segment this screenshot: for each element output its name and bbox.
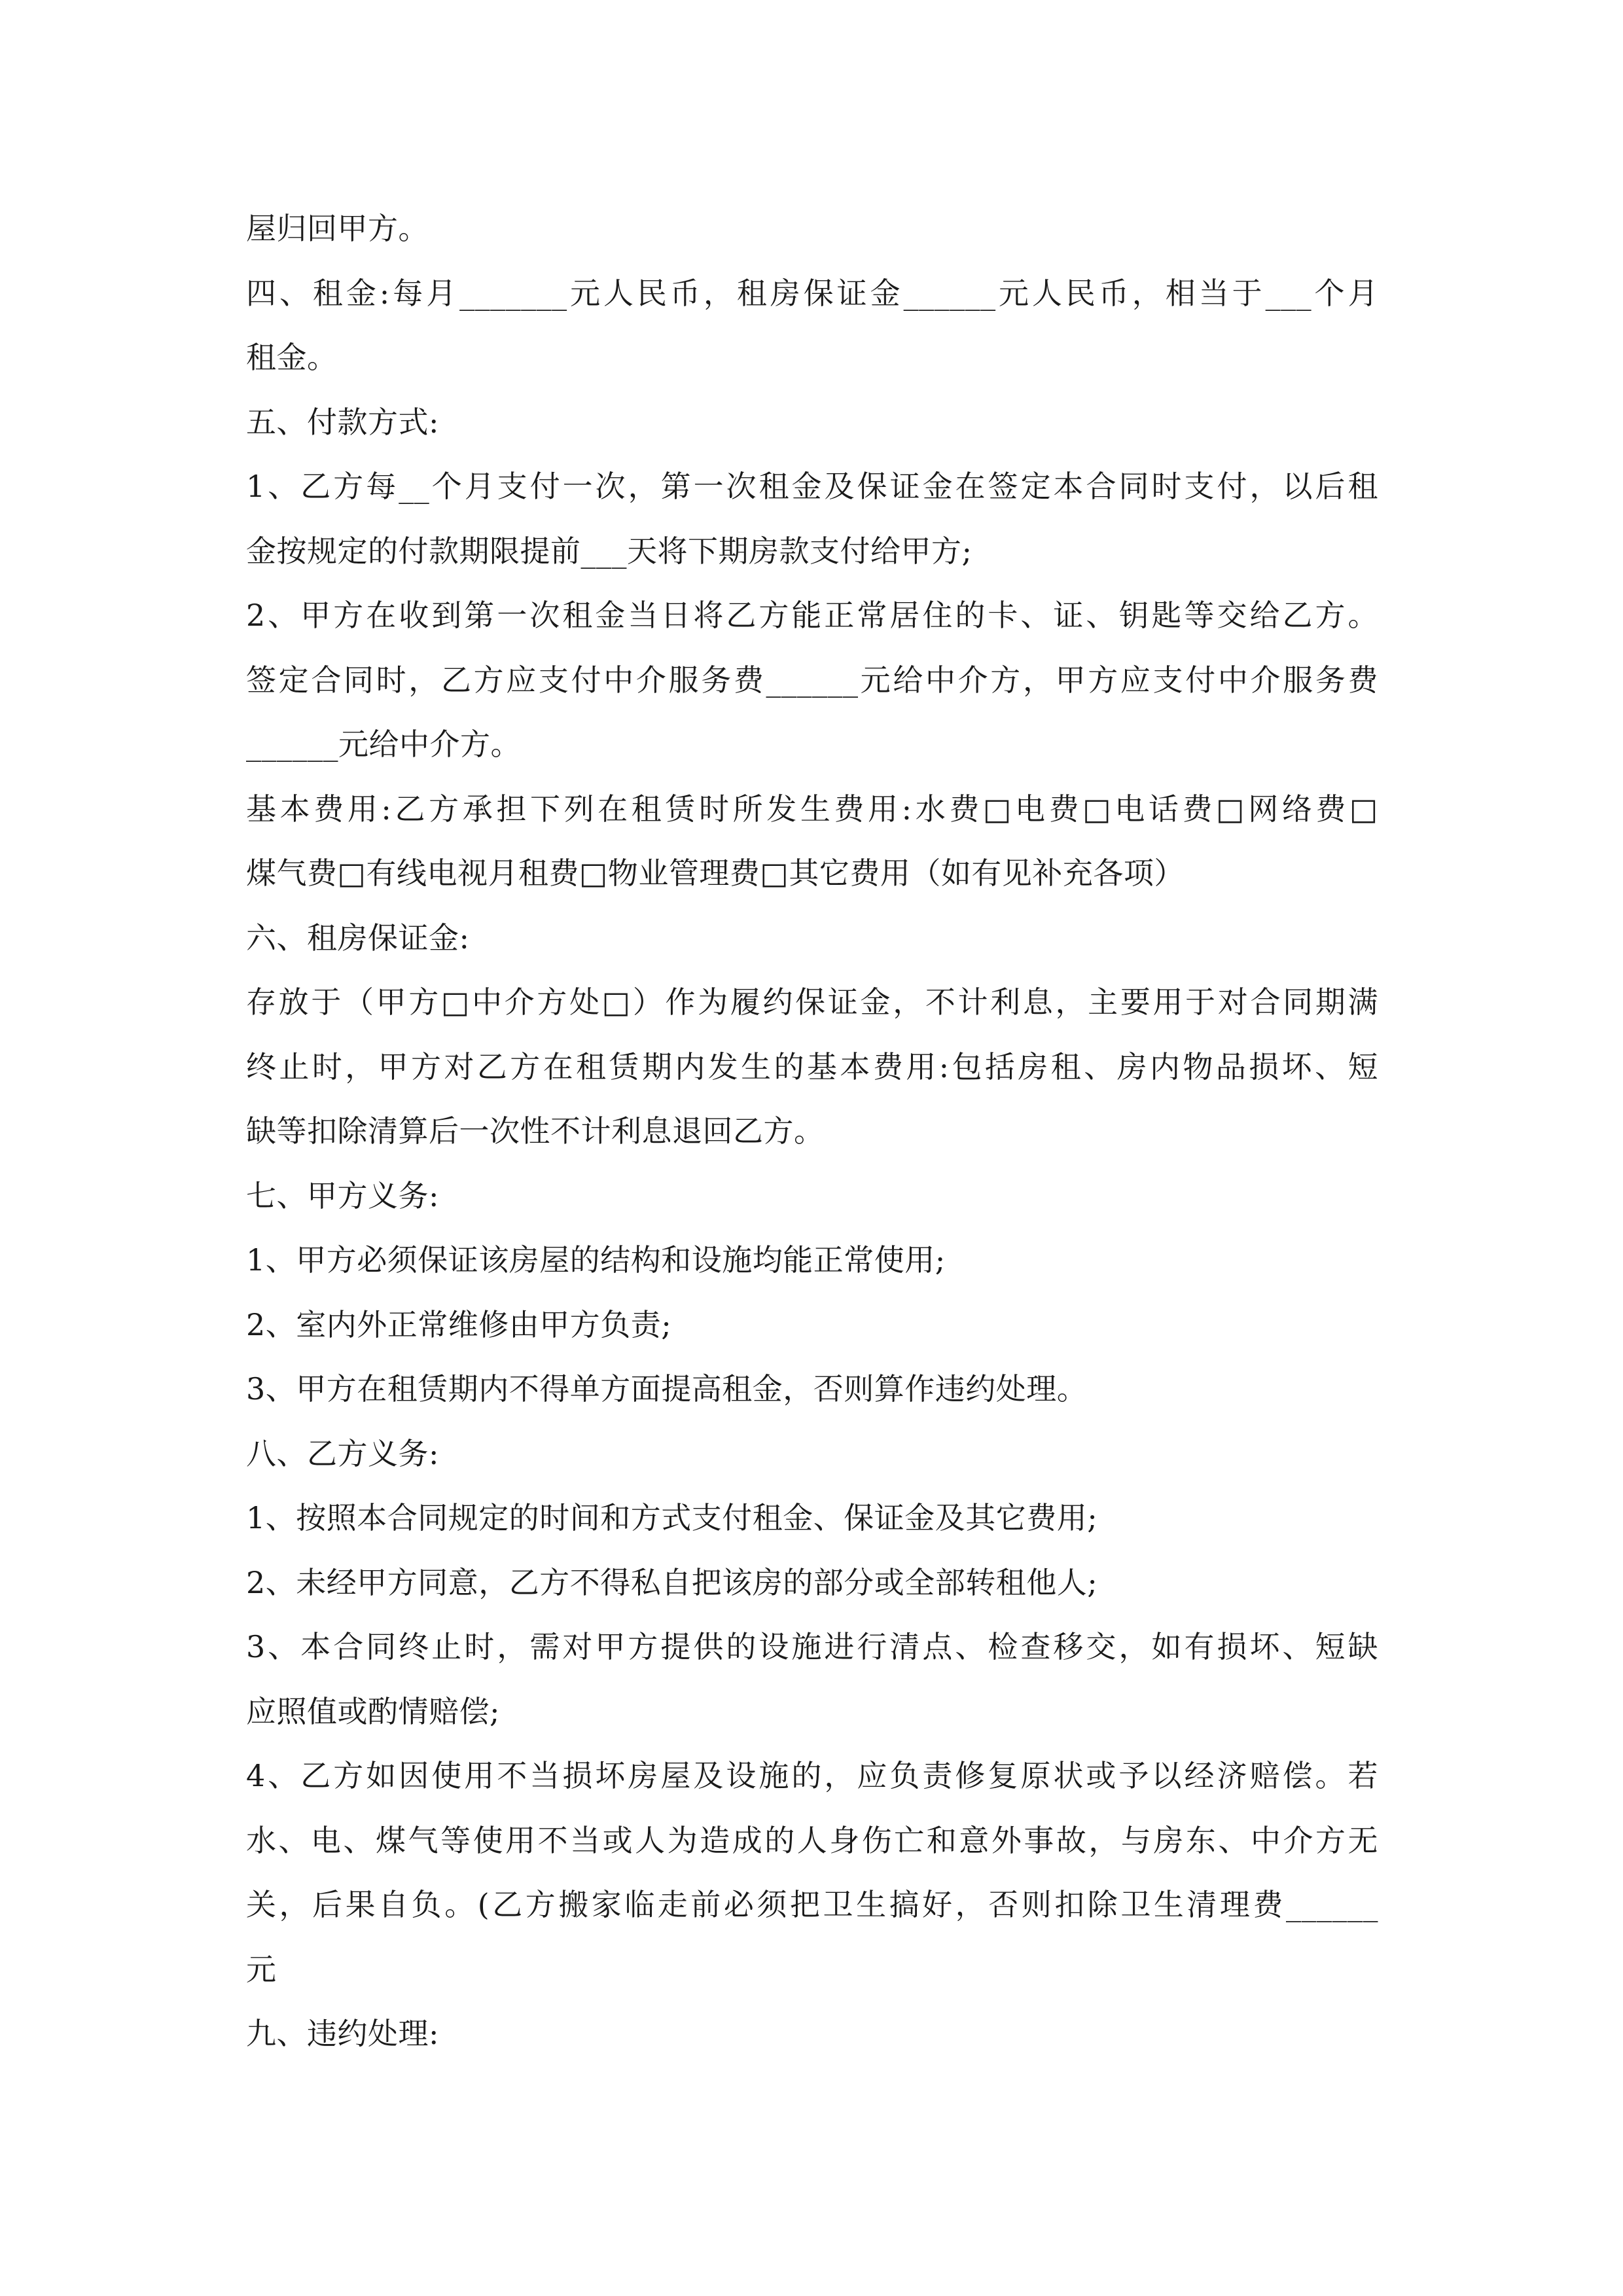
text-line: 应照值或酌情赔偿; [246,1693,500,1729]
text-line: 4、乙方如因使用不当损坏房屋及设施的，应负责修复原状或予以经济赔偿。若 [246,1758,1378,1793]
text-line: 租金。 [246,340,338,375]
section-heading: 五、付款方式: [246,404,439,440]
document-body [246,196,1378,2066]
text-line: 缺等扣除清算后一次性不计利息退回乙方。 [246,1113,825,1149]
text-line: 1、乙方每__个月支付一次，第一次租金及保证金在签定本合同时支付，以后租 [246,469,1378,504]
text-line: 关，后果自负。(乙方搬家临走前必须把卫生搞好，否则扣除卫生清理费______ [246,1887,1378,1922]
text-line: ______元给中介方。 [246,726,521,762]
text-line: 金按规定的付款期限提前___天将下期房款支付给甲方; [246,533,972,569]
text-line: 2、甲方在收到第一次租金当日将乙方能正常居住的卡、证、钥匙等交给乙方。 [246,598,1378,633]
section-heading: 七、甲方义务: [246,1177,439,1213]
text-line: 2、室内外正常维修由甲方负责; [246,1306,672,1342]
text-line: 四、租金:每月_______元人民币，租房保证金______元人民币，相当于___个月 [246,275,1378,311]
text-line: 3、甲方在租赁期内不得单方面提高租金，否则算作违约处理。 [246,1371,1088,1407]
text-line: 3、本合同终止时，需对甲方提供的设施进行清点、检查移交，如有损坏、短缺 [246,1629,1378,1664]
section-heading: 八、乙方义务: [246,1435,439,1471]
text-line: 屋归回甲方。 [246,211,429,246]
text-line: 存放于（甲方□中介方处□）作为履约保证金，不计利息，主要用于对合同期满 [246,984,1378,1020]
text-line: 1、按照本合同规定的时间和方式支付租金、保证金及其它费用; [246,1500,1098,1535]
section-heading: 九、违约处理: [246,2016,439,2051]
text-line: 2、未经甲方同意，乙方不得私自把该房的部分或全部转租他人; [246,1564,1098,1600]
text-line: 水、电、煤气等使用不当或人为造成的人身伤亡和意外事故，与房东、中介方无 [246,1822,1378,1858]
text-line: 基本费用:乙方承担下列在租赁时所发生费用:水费□电费□电话费□网络费□ [246,791,1379,827]
text-line: 1、甲方必须保证该房屋的结构和设施均能正常使用; [246,1242,946,1278]
text-line: 元 [246,1951,277,1987]
section-heading: 六、租房保证金: [246,920,470,956]
text-line: 煤气费□有线电视月租费□物业管理费□其它费用（如有见补充各项） [246,855,1185,891]
text-line: 终止时，甲方对乙方在租赁期内发生的基本费用:包括房租、房内物品损坏、短 [246,1049,1378,1085]
text-line: 签定合同时，乙方应支付中介服务费______元给中介方，甲方应支付中介服务费 [246,662,1378,698]
